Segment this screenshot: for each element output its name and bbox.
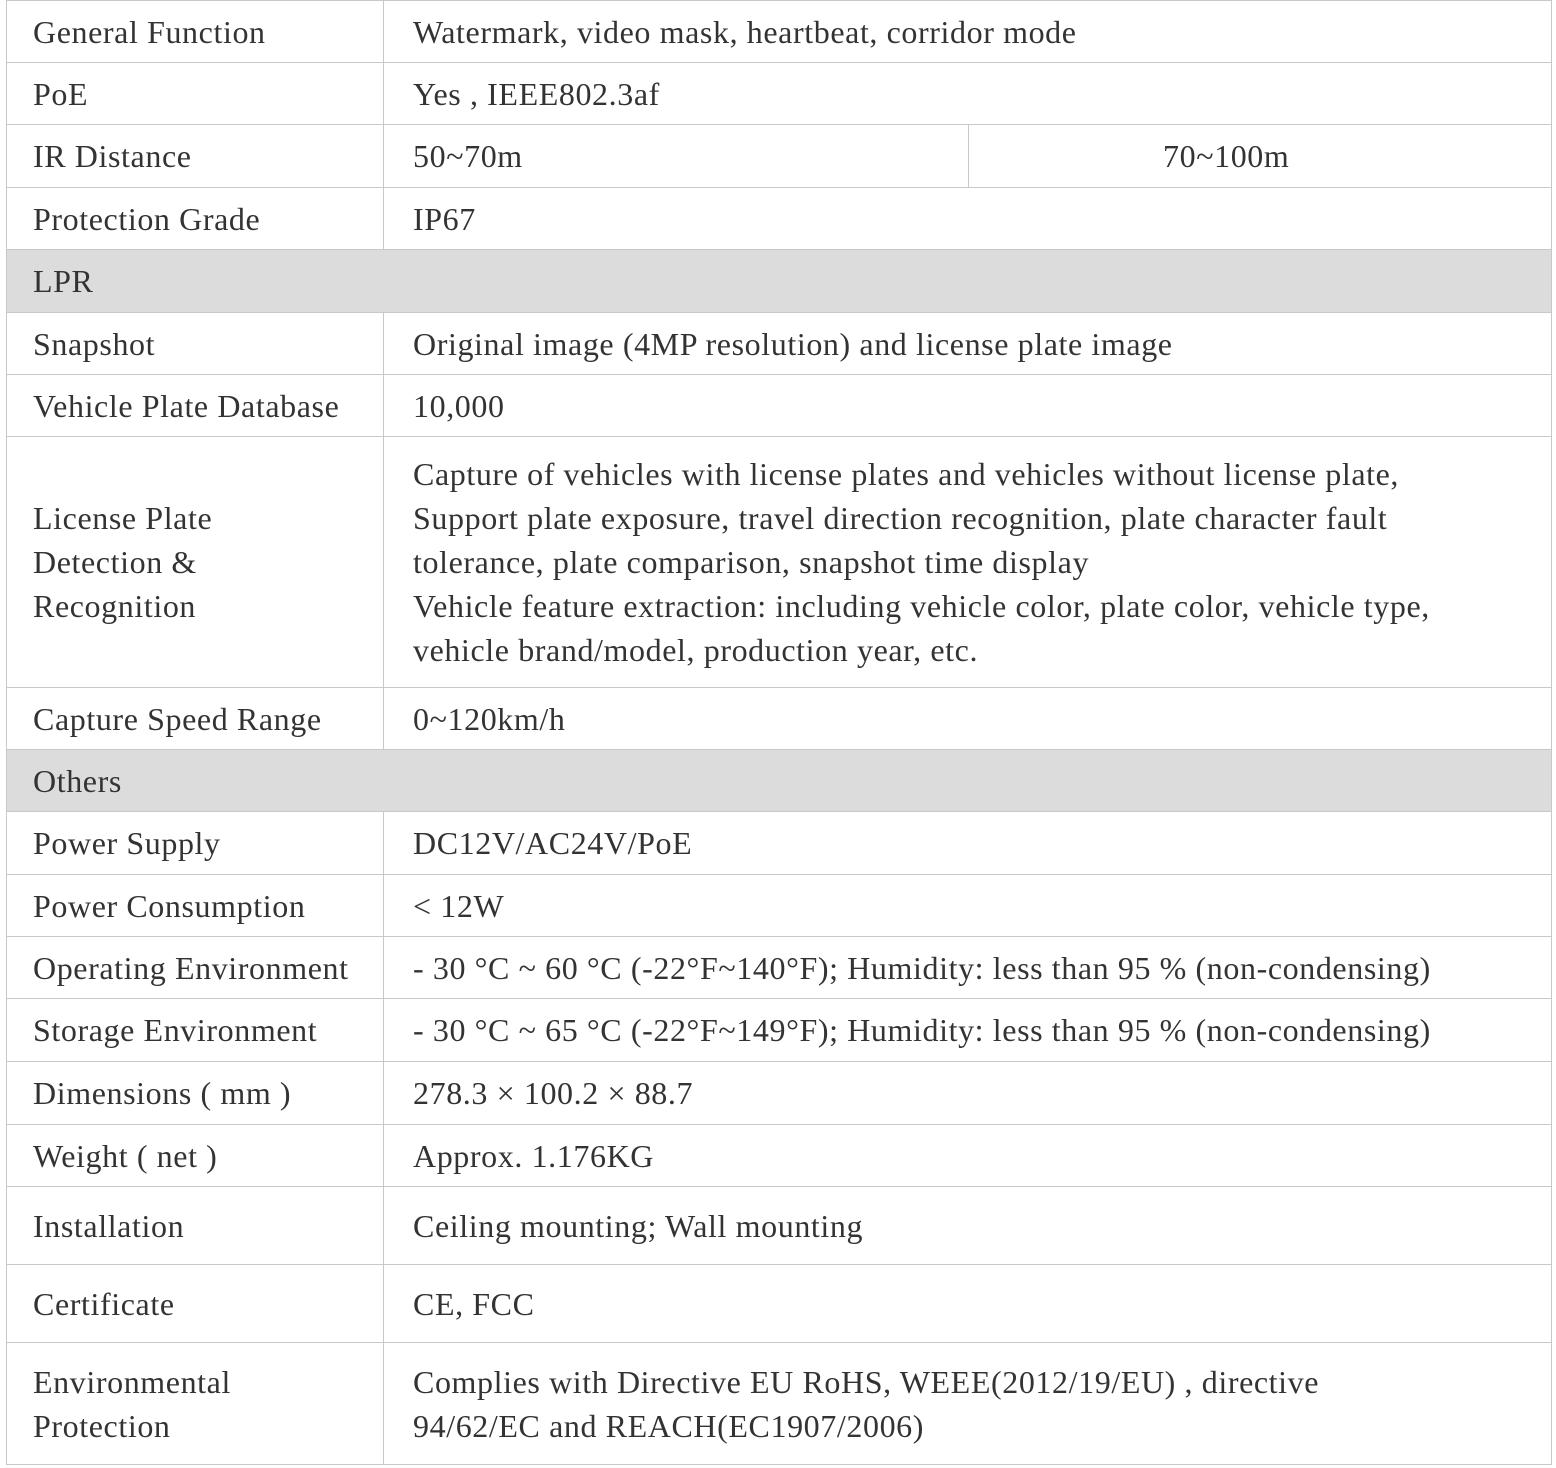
section-header-others [7, 750, 1552, 812]
spec-value: DC12V/AC24V/PoE [384, 812, 1552, 875]
spec-row-storage-environment [7, 999, 1552, 1062]
spec-value-ir-short: 50~70m [384, 125, 969, 188]
spec-label-line: Protection [33, 1407, 171, 1444]
spec-label: Power Consumption [7, 875, 384, 937]
spec-value-line: tolerance, plate comparison, snapshot time display [413, 544, 1090, 580]
section-title: Others [7, 750, 1552, 812]
spec-table [6, 0, 1552, 1465]
spec-label-line: Environmental [33, 1363, 231, 1400]
spec-label: Capture Speed Range [7, 688, 384, 750]
spec-value: Yes , IEEE802.3af [384, 63, 1552, 125]
spec-value: 278.3 × 100.2 × 88.7 [384, 1062, 1552, 1125]
spec-row-poe [7, 63, 1552, 125]
spec-label: Certificate [7, 1265, 384, 1343]
spec-label [7, 437, 384, 688]
spec-label-line: License Plate [33, 500, 213, 536]
spec-value-line: 94/62/EC and REACH(EC1907/2006) [413, 1407, 925, 1444]
spec-value: IP67 [384, 188, 1552, 250]
spec-row-operating-environment [7, 937, 1552, 999]
spec-value [384, 1343, 1552, 1465]
spec-label: Installation [7, 1187, 384, 1265]
spec-row-power-consumption [7, 875, 1552, 937]
spec-value: 0~120km/h [384, 688, 1552, 750]
spec-value: < 12W [384, 875, 1552, 937]
section-title: LPR [7, 250, 1552, 313]
spec-label: PoE [7, 63, 384, 125]
spec-value: 10,000 [384, 375, 1552, 437]
spec-label: Storage Environment [7, 999, 384, 1062]
spec-row-ir-distance [7, 125, 1552, 188]
spec-value: Approx. 1.176KG [384, 1125, 1552, 1187]
spec-value [384, 437, 1552, 688]
spec-label: General Function [7, 1, 384, 63]
spec-row-certificate [7, 1265, 1552, 1343]
spec-value-line: Capture of vehicles with license plates and vehicles without license plate, [413, 456, 1400, 492]
spec-row-dimensions [7, 1062, 1552, 1125]
spec-value-line: Vehicle feature extraction: including vehicle color, plate color, vehicle type, [413, 588, 1430, 624]
spec-row-environmental-protection [7, 1343, 1552, 1465]
spec-row-weight [7, 1125, 1552, 1187]
spec-label-line: Recognition [33, 588, 197, 624]
spec-value: Original image (4MP resolution) and license plate image [384, 313, 1552, 375]
spec-label: Dimensions ( mm ) [7, 1062, 384, 1125]
spec-row-capture-speed-range [7, 688, 1552, 750]
spec-value: CE, FCC [384, 1265, 1552, 1343]
spec-row-snapshot [7, 313, 1552, 375]
spec-label: Vehicle Plate Database [7, 375, 384, 437]
spec-value-line: vehicle brand/model, production year, etc. [413, 632, 979, 668]
spec-value: - 30 °C ~ 60 °C (-22°F~140°F); Humidity: less than 95 % (non-condensing) [384, 937, 1552, 999]
spec-value: Watermark, video mask, heartbeat, corridor mode [384, 1, 1552, 63]
spec-label: Weight ( net ) [7, 1125, 384, 1187]
spec-row-general-function [7, 1, 1552, 63]
section-header-lpr [7, 250, 1552, 313]
spec-value: Ceiling mounting; Wall mounting [384, 1187, 1552, 1265]
spec-label: IR Distance [7, 125, 384, 188]
spec-label: Protection Grade [7, 188, 384, 250]
spec-value-ir-long: 70~100m [969, 125, 1552, 188]
spec-value-line: Support plate exposure, travel direction recognition, plate character fault [413, 500, 1388, 536]
spec-value: - 30 °C ~ 65 °C (-22°F~149°F); Humidity: less than 95 % (non-condensing) [384, 999, 1552, 1062]
spec-row-power-supply [7, 812, 1552, 875]
spec-label-line: Detection & [33, 544, 197, 580]
spec-label: Power Supply [7, 812, 384, 875]
spec-value-line: Complies with Directive EU RoHS, WEEE(2012/19/EU) , directive [413, 1363, 1320, 1400]
spec-row-protection-grade [7, 188, 1552, 250]
spec-label [7, 1343, 384, 1465]
spec-label: Operating Environment [7, 937, 384, 999]
spec-row-license-plate-detection [7, 437, 1552, 688]
spec-row-installation [7, 1187, 1552, 1265]
spec-label: Snapshot [7, 313, 384, 375]
spec-row-vehicle-plate-database [7, 375, 1552, 437]
